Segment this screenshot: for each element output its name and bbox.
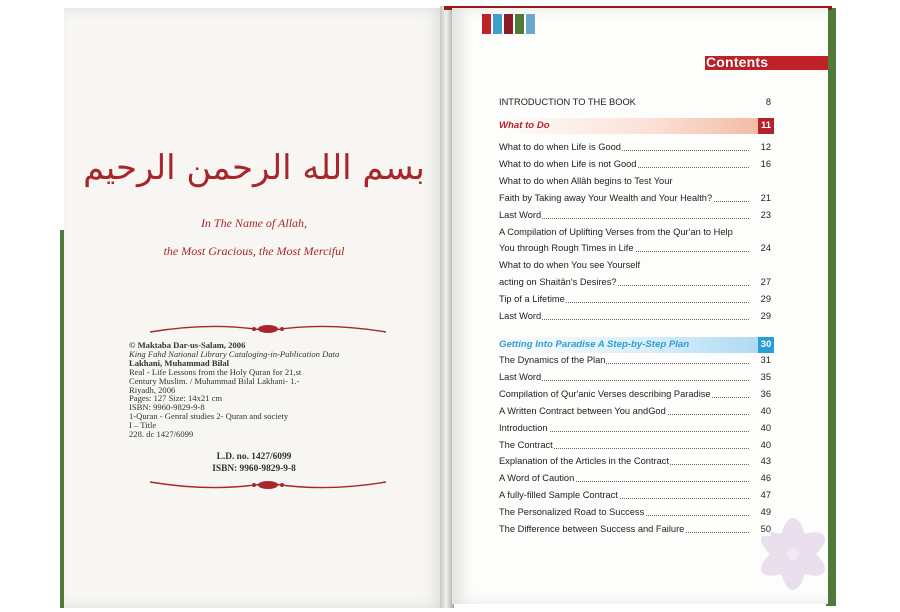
toc-entry-page: 36 (760, 388, 771, 399)
ornament-divider-icon (150, 476, 386, 494)
toc-entry-title: Introduction (499, 422, 548, 433)
toc-entry (499, 158, 771, 171)
section-page: 11 (758, 118, 774, 134)
toc-entry-page: 35 (760, 371, 771, 382)
toc-entry-page: 21 (760, 192, 771, 203)
section-page: 30 (758, 337, 774, 353)
toc-entry-title: A Compilation of Uplifting Verses from the Qur'an to Help (499, 226, 733, 237)
color-tab (482, 14, 491, 34)
toc-entry-title: What to do when Life is Good (499, 142, 621, 152)
section-getting-into-paradise (499, 337, 774, 353)
color-tab (526, 14, 535, 34)
toc-entry (499, 455, 771, 468)
toc-entry (499, 141, 771, 154)
catalog-line: Riyadh, 2006 (129, 384, 176, 395)
toc-entry (499, 506, 771, 519)
color-tab (504, 14, 513, 34)
toc-entry-title: The Personalized Road to Success (499, 507, 645, 518)
toc-entry (499, 489, 771, 502)
toc-entry-title: Last Word (499, 311, 542, 321)
toc-entry-title: Explanation of the Articles in the Contract (499, 456, 670, 467)
right-page (452, 8, 828, 604)
toc-entry-title: The Difference between Success and Failure (499, 524, 685, 534)
toc-entry (499, 175, 771, 188)
catalog-line: ISBN: 9960-9829-9-8 (129, 402, 205, 413)
catalog-line: I – Title (129, 420, 157, 431)
toc-entry (499, 310, 771, 323)
basmala-line2: the Most Gracious, the Most Merciful (163, 244, 345, 258)
catalog-line: Real - Life Lessons from the Holy Quran for 21,st (129, 366, 302, 377)
toc-entry-page: 43 (760, 456, 771, 467)
basmala-line1: In The Name of Allah, (200, 216, 308, 230)
basmala-arabic: بسم الله الرحمن الرحيم (83, 148, 425, 188)
toc-entry (499, 192, 771, 205)
toc-entry (499, 293, 771, 306)
toc-entry-title: acting on Shaitân's Desires? (499, 277, 617, 288)
toc-entry-title: Tip of a Lifetime (499, 294, 565, 305)
toc-entry (499, 523, 771, 536)
toc-entry (499, 354, 771, 367)
color-tab (515, 14, 524, 34)
toc-entry-page: 40 (760, 439, 771, 450)
left-page (64, 8, 444, 608)
section-title: What to Do (499, 120, 550, 131)
toc-entry-page: 27 (760, 277, 771, 288)
toc-entry-title: A Written Contract between You andGod (499, 405, 666, 416)
toc-entry (499, 405, 771, 418)
contents-title: Contents (706, 54, 769, 70)
toc-entry (499, 276, 771, 289)
toc-entry-title: A Word of Caution (499, 473, 575, 484)
catalog-line: Century Muslim. / Muhammad Bilal Lakhani- 1.- (129, 375, 300, 386)
toc-entry-title: A fully-filled Sample Contract (499, 490, 618, 501)
toc-entry-page: 40 (760, 422, 771, 433)
flower-watermark-icon (738, 494, 828, 604)
toc-entry-title: The Contract (499, 439, 553, 450)
toc-entry-page: 8 (765, 97, 771, 107)
toc-entry-title: What to do when You see Yourself (499, 260, 641, 271)
toc-intro (499, 96, 771, 109)
toc-entry (499, 422, 771, 435)
catalog-line: 1-Quran - Genral studies 2- Quran and society (129, 411, 289, 422)
cataloging-line: King Fahd National Library Cataloging-in-Publication Data (129, 348, 340, 359)
catalog-line: 228. dc 1427/6099 (129, 429, 194, 440)
ornament-divider-icon (150, 320, 386, 338)
isbn: ISBN: 9960-9829-9-8 (212, 464, 296, 474)
toc-entry (499, 371, 771, 384)
toc-entry-page: 16 (760, 158, 771, 169)
toc-entry-page: 29 (760, 311, 771, 321)
toc-entry-page: 40 (760, 405, 771, 416)
toc-entry-page: 12 (760, 142, 771, 152)
toc-entry (499, 209, 771, 222)
toc-entry (499, 259, 771, 272)
toc-entry-page: 50 (760, 524, 771, 534)
toc-entry-page: 23 (760, 209, 771, 220)
toc-entry-title: Faith by Taking away Your Wealth and Your Health? (499, 192, 713, 203)
toc-entry-page: 29 (760, 294, 771, 305)
toc-entry (499, 439, 771, 452)
toc-entry-page: 24 (760, 243, 771, 254)
toc-entry-title: The Dynamics of the Plan (499, 355, 606, 365)
catalog-line: Pages: 127 Size: 14x21 cm (129, 393, 223, 404)
toc-entry-title: INTRODUCTION TO THE BOOK (499, 97, 636, 107)
toc-entry-page: 31 (760, 355, 771, 365)
section-title: Getting Into Paradise A Step-by-Step Plan (499, 339, 690, 350)
toc-entry-title: Last Word (499, 371, 542, 382)
color-tabs (482, 14, 542, 34)
toc-entry-page: 46 (760, 473, 771, 484)
color-tab (493, 14, 502, 34)
section-what-to-do (499, 118, 774, 134)
toc-entry-title: What to do when Allâh begins to Test Your (499, 175, 673, 186)
toc-entry (499, 242, 771, 255)
toc-entry-page: 47 (760, 490, 771, 501)
toc-entry (499, 388, 771, 401)
toc-entry-title: Last Word (499, 209, 542, 220)
ld-number: L.D. no. 1427/6099 (216, 452, 292, 462)
toc-entry-title: What to do when Life is not Good (499, 158, 637, 169)
publication-info (129, 341, 369, 439)
toc-entry-title: Compilation of Qur'anic Verses describing Paradise (499, 388, 711, 399)
toc-entry (499, 472, 771, 485)
toc-entry-page: 49 (760, 507, 771, 518)
copyright-line: © Maktaba Dar-us-Salam, 2006 (129, 340, 246, 350)
toc-entry (499, 226, 771, 239)
author-line: Lakhani, Muhammad Bilal (129, 357, 230, 368)
toc-entry-title: You through Rough Times in Life (499, 243, 634, 254)
